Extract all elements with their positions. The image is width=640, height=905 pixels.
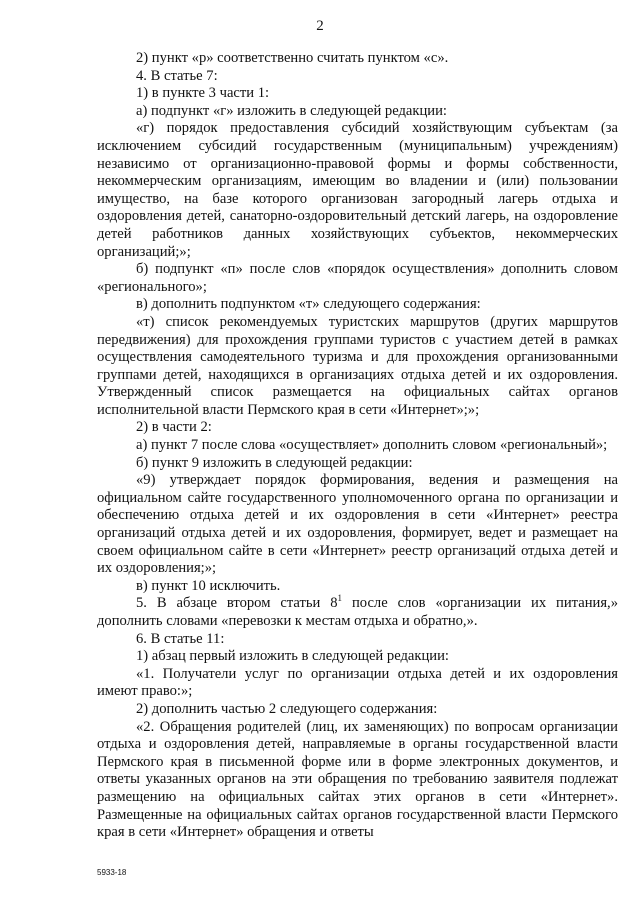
paragraph: «т) список рекомендуемых туристских маршрутов (других маршрутов передвижения) для прохождения группами туристов с участием детей в рамках осуществления самодеятельного туризма и для прохождения организованными группами детей, находящихся в организациях отдыха детей и их оздоровления. Утвержденный список размещается на официальных сайтах органов исполнительной власти Пермского края в сети «Интернет»;»; xyxy=(97,313,618,418)
paragraph: «1. Получатели услуг по организации отдыха детей и их оздоровления имеют право:»; xyxy=(97,665,618,700)
paragraph: «г) порядок предоставления субсидий хозяйствующим субъектам (за исключением субсидий государственным (муниципальным) учреждениям) независимо от организационно-правовой формы и формы собственности, некоммерческим организациям, имеющим во владении и (или) пользовании имущество, на базе которого организован загородный лагерь отдыха и оздоровления детей, санаторно-оздоровительный детский лагерь, на оздоровление детей работников данных хозяйствующих субъектов, некоммерческих организаций;»; xyxy=(97,120,618,260)
paragraph: 6. В статье 11: xyxy=(136,630,225,647)
paragraph: б) подпункт «п» после слов «порядок осуществления» дополнить словом «регионального»; xyxy=(97,261,618,295)
paragraph: 2) пункт «р» соответственно считать пунктом «с». xyxy=(136,50,449,66)
paragraph-text: 5. В абзаце втором статьи 8 xyxy=(136,595,338,612)
paragraph: а) подпункт «г» изложить в следующей редакции: xyxy=(136,102,447,119)
document-code: 5933-18 xyxy=(97,868,127,877)
paragraph: «9) утверждает порядок формирования, ведения и размещения на официальном сайте государственного уполномоченного органа по организации и обеспечению отдыха детей и их оздоровления в сети «Интернет» реестра организаций отдыха детей и их оздоровления, формирует, ведет и размещает на своем официальном сайте в сети «Интернет» реестр организаций отдыха детей и их оздоровления;»; xyxy=(97,472,618,577)
paragraph: 1) абзац первый изложить в следующей редакции: xyxy=(136,648,449,665)
paragraph: в) пункт 10 исключить. xyxy=(136,577,281,594)
superscript: 1 xyxy=(337,593,343,604)
paragraph: 2) дополнить частью 2 следующего содержания: xyxy=(136,700,438,717)
paragraph: б) пункт 9 изложить в следующей редакции: xyxy=(136,454,413,471)
paragraph-text: после слов «организации их питания,» дополнить словами «перевозки к местам отдыха и обратно,». xyxy=(97,595,618,629)
page-number: 2 xyxy=(316,18,324,34)
paragraph: 2) в части 2: xyxy=(136,419,212,436)
paragraph: а) пункт 7 после слова «осуществляет» дополнить словом «региональный»; xyxy=(136,437,608,454)
paragraph: «2. Обращения родителей (лиц, их заменяющих) по вопросам организации отдыха и оздоровления детей, направляемые в органы государственной власти Пермского края в письменной форме или в форме электронных документов, и ответы указанных органов на эти обращения по требованию заявителя подлежат размещению на официальных сайтах этих органов в сети «Интернет». Размещенные на официальных сайтах органов государственной власти Пермского края в сети «Интернет» обращения и ответы xyxy=(97,718,618,841)
paragraph: 1) в пункте 3 части 1: xyxy=(136,85,270,102)
paragraph: в) дополнить подпунктом «т» следующего содержания: xyxy=(136,296,481,313)
document-body xyxy=(97,50,618,842)
paragraph: 4. В статье 7: xyxy=(136,67,218,84)
paragraph xyxy=(97,595,618,630)
